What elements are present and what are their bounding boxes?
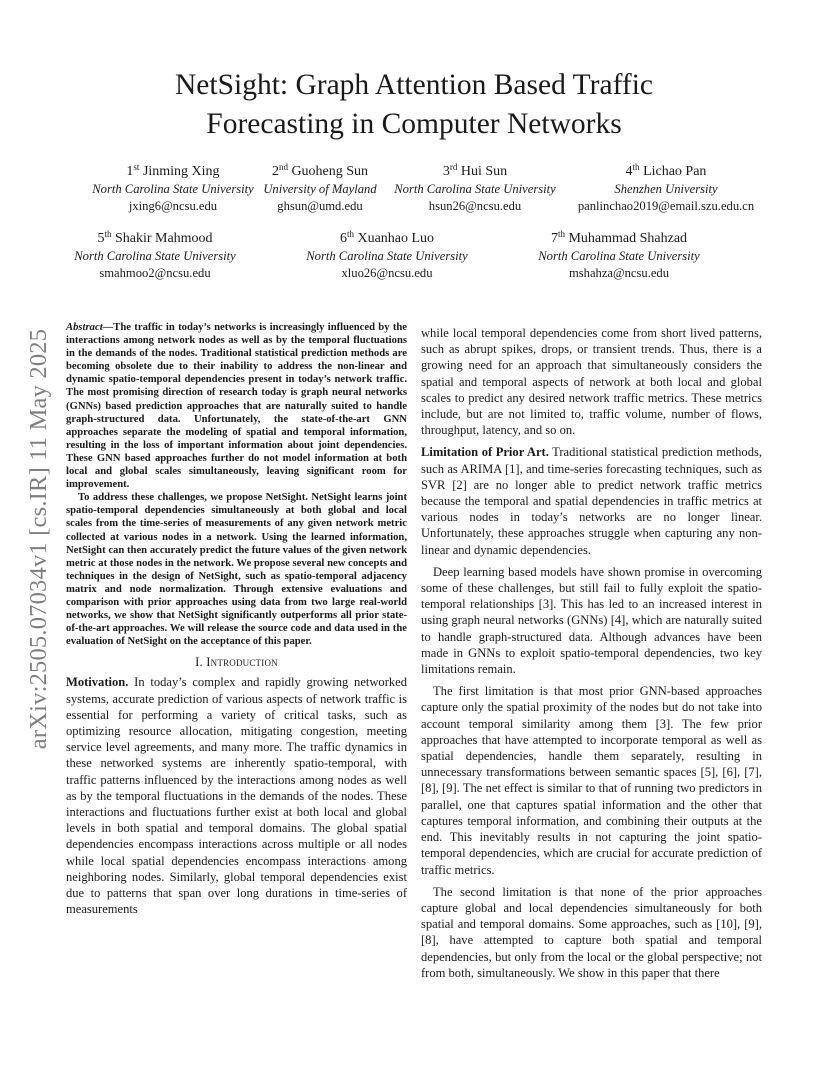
abstract-text-1: The traffic in today’s networks is increasingly influenced by the interactions among network nodes as well as by the temporal fluctuations in the demands of the nodes. Traditional statistical prediction methods are becoming obsolete due to their inability to address the non-linear and dynamic spatio-temporal dependencies present in today’s network traffic. The most promising direction of research today is graph neural networks (GNNs) based prediction approaches that are naturally suited to handle graph-structured data. Unfortunately, the state-of-the-art GNN approaches separate the modeling of spatial and temporal information, resulting in the loss of important information about joint dependencies. These GNN based approaches further do not model information at both local and global scales simultaneously, leaving significant room for improvement. xyxy=(66,322,407,491)
right-paragraph-3: Deep learning based models have shown promise in overcoming some of these challenges, but still fail to fully exploit the spatio-temporal relationships [3]. This has led to an increased interest in using graph neural networks (GNNs) [4], which are naturally suited to handle graph-structured data. Although advances have been made in GNNs to exploit spatio-temporal dependencies, two key limitations remain. xyxy=(421,564,762,677)
author-block-4 xyxy=(566,163,766,215)
author-email: panlinchao2019@email.szu.edu.cn xyxy=(577,199,755,213)
author-block-6 xyxy=(294,230,480,282)
author-affiliation: North Carolina State University xyxy=(92,182,254,196)
left-body xyxy=(66,674,407,917)
author-affiliation: North Carolina State University xyxy=(74,249,236,263)
author-name: 2nd Guoheng Sun xyxy=(271,162,369,179)
right-paragraph-4: The first limitation is that most prior GNN-based approaches capture only the spatial proximity of the nodes but do not take into account temporal similarity among them [3]. The few prior approaches that have attempted to incorporate temporal as well as spatial dependencies, handle them separately, resulting in unnecessary transformations between semantic spaces [5], [6], [7], [8], [9]. The net effect is similar to that of running two predictors in parallel, one that captures spatial information and the other that captures temporal information, and combining their outputs at the end. This inevitably results in not capturing the joint spatio-temporal dependencies, which are crucial for accurate prediction of traffic metrics. xyxy=(421,684,762,877)
author-affiliation: North Carolina State University xyxy=(394,182,556,196)
limitation-text: Traditional statistical prediction methods, such as ARIMA [1], and time-series forecasting techniques, such as SVR [2] are no longer able to predict network traffic metrics because the temporal and spatial dependencies in traffic metrics at various nodes in today’s networks are no longer linear. Unfortunately, these approaches struggle when capturing any non-linear and dynamic dependencies. xyxy=(421,445,762,557)
limitation-paragraph xyxy=(421,444,762,557)
author-name: 7th Muhammad Shahzad xyxy=(550,229,688,246)
motivation-heading: Motivation. xyxy=(66,675,129,690)
author-email: xluo26@ncsu.edu xyxy=(341,266,433,280)
author-name: 4th Lichao Pan xyxy=(625,162,707,179)
author-name: 6th Xuanhao Luo xyxy=(339,229,435,246)
author-block-5 xyxy=(62,230,248,282)
author-affiliation: North Carolina State University xyxy=(538,249,700,263)
left-column xyxy=(66,321,407,917)
title-line-2: Forecasting in Computer Networks xyxy=(206,108,622,140)
author-email: mshahza@ncsu.edu xyxy=(568,266,670,280)
abstract-label: Abstract xyxy=(66,322,103,333)
section-number: I. xyxy=(195,655,203,670)
abstract-paragraph-1: Abstract—The traffic in today’s networks is increasingly influenced by the interactions among network nodes as well as by the temporal fluctuations in the demands of the nodes. Traditional statistical prediction methods are becoming obsolete due to their inability to address the non-linear and dynamic spatio-temporal dependencies present in today’s network traffic. The most promising direction of research today is graph neural networks (GNNs) based prediction approaches that are naturally suited to handle graph-structured data. Unfortunately, the state-of-the-art GNN approaches separate the modeling of spatial and temporal information, resulting in the loss of important information about joint dependencies. These GNN based approaches further do not model information at both local and global scales simultaneously, leaving significant room for improvement. xyxy=(66,322,407,491)
motivation-text: In today’s complex and rapidly growing networked systems, accurate prediction of various aspects of network traffic is essential for performing a variety of critical tasks, such as optimizing resource allocation, mitigating congestion, meeting service level agreements, and many more. The traffic dynamics in these networked systems are inherently spatio-temporal, with traffic patterns influenced by the interactions among nodes as well as by the temporal fluctuations in the demands of the nodes. These interactions and fluctuations further exist at both local and global levels in both spatial and temporal domains. The global spatial dependencies encompass interactions across multiple or all nodes while local spatial dependencies encompass interactions among neighboring nodes. Similarly, global temporal dependencies exist due to patterns that span over long durations in time-series of measurements xyxy=(66,675,408,917)
author-block-7 xyxy=(526,230,712,282)
right-paragraph-5: The second limitation is that none of the prior approaches capture global and local dependencies simultaneously for both spatial and temporal domains. Some approaches, such as [10], [9], [8], have attempted to capture both spatial and temporal dependencies, but only from the local or the global perspective; not from both, simultaneously. We show in this paper that there xyxy=(421,884,762,980)
author-block-3 xyxy=(382,163,568,215)
author-name: 5th Shakir Mahmood xyxy=(97,229,213,246)
motivation-paragraph xyxy=(66,674,407,917)
right-paragraph-1: while local temporal dependencies come from short lived patterns, such as abrupt spikes, drops, or transient trends. Thus, there is a growing need for an approach that simultaneously considers the spatial and temporal aspects of network at both local and global scales to predict any desired network traffic metrics. These metrics include, but are not limited to, traffic volume, number of flows, throughput, latency, and so on. xyxy=(421,326,762,438)
author-name: 3rd Hui Sun xyxy=(442,162,508,179)
right-column xyxy=(421,325,762,981)
section-heading-introduction xyxy=(66,654,407,670)
limitation-heading: Limitation of Prior Art. xyxy=(421,445,549,460)
author-affiliation: University of Mayland xyxy=(263,182,377,196)
arxiv-stamp xyxy=(24,300,54,778)
section-name: Introduction xyxy=(206,655,278,670)
author-email: jxing6@ncsu.edu xyxy=(128,199,218,213)
title-line-1: NetSight: Graph Attention Based Traffic xyxy=(175,69,653,101)
author-email: ghsun@umd.edu xyxy=(277,199,363,213)
author-affiliation: Shenzhen University xyxy=(614,182,718,196)
author-email: smahmoo2@ncsu.edu xyxy=(99,266,211,280)
author-name: 1st Jinming Xing xyxy=(126,162,220,179)
abstract-paragraph-2: To address these challenges, we propose NetSight. NetSight learns joint spatio-temporal dependencies simultaneously at both global and local scales from the time-series of measurements of any given network metric collected at various nodes in a network. Using the learned information, NetSight can then accurately predict the future values of the given network metric at those nodes in the network. We propose several new concepts and techniques in the design of NetSight, such as spatio-temporal adjacency matrix and node normalization. Through extensive evaluations and comparison with prior approaches using data from two large real-world networks, we show that NetSight significantly outperforms all prior state-of-the-art approaches. We will release the source code and data used in the evaluation of NetSight on the acceptance of this paper. xyxy=(66,492,407,648)
abstract xyxy=(66,321,407,648)
arxiv-stamp-text: arXiv:2505.07034v1 [cs.IR] 11 May 2025 xyxy=(25,328,52,750)
paper-title xyxy=(0,66,828,144)
author-email: hsun26@ncsu.edu xyxy=(428,199,522,213)
author-affiliation: North Carolina State University xyxy=(306,249,468,263)
